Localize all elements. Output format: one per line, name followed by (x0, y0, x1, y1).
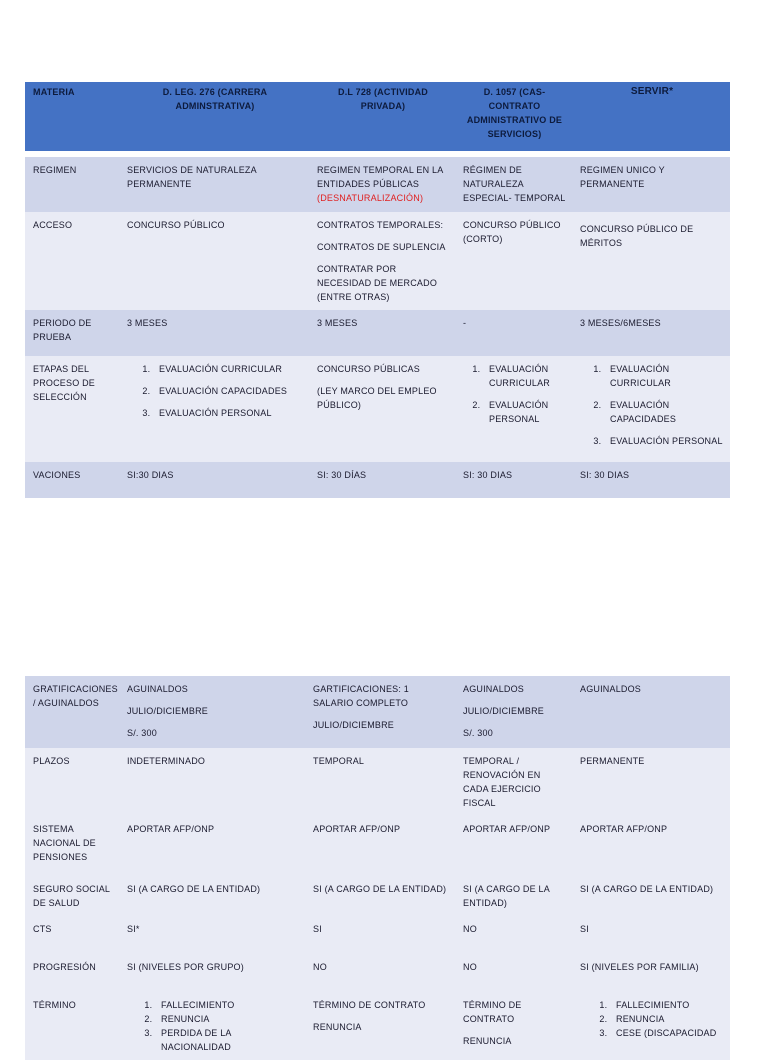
cell-line: RENUNCIA (463, 1036, 512, 1046)
cell: CONCURSO PÚBLICO DE MÉRITOS (572, 212, 730, 310)
cell (572, 992, 730, 1060)
cell-line: S/. 300 (463, 728, 493, 738)
header-servir: SERVIR* (572, 82, 730, 154)
cell: SI* (119, 916, 305, 954)
table-row-cts (25, 916, 730, 954)
cell (309, 356, 455, 462)
cell: SI (A CARGO DE LA ENTIDAD) (572, 876, 730, 916)
cell-line: AGUINALDOS (127, 684, 189, 694)
cell-line: CONTRATOS DE SUPLENCIA (317, 242, 446, 252)
cell-line: TÉRMINO DE CONTRATO (463, 1000, 522, 1024)
cell-line: CONTRATOS TEMPORALES: (317, 220, 444, 230)
cell: CONCURSO PÚBLICO (CORTO) (455, 212, 572, 310)
comparison-table-top (25, 82, 730, 498)
cell (572, 356, 730, 462)
list-item: 2. RENUNCIA (610, 1012, 724, 1026)
table-row-periodo (25, 310, 730, 356)
cell (305, 676, 455, 748)
row-label: SEGURO SOCIAL DE SALUD (25, 876, 119, 916)
cell-text: REGIMEN TEMPORAL EN LA ENTIDADES PÚBLICAS (317, 165, 443, 189)
list (469, 362, 566, 426)
row-label: PLAZOS (25, 748, 119, 816)
table-row-plazos (25, 748, 730, 816)
cell: REGIMEN UNICO Y PERMANENTE (572, 154, 730, 212)
table-row-gratificaciones (25, 676, 730, 748)
list-item: 2. EVALUACIÓN CAPACIDADES (153, 384, 303, 398)
cell-line: CONTRATAR POR NECESIDAD DE MERCADO (ENTRE OTRAS) (317, 264, 438, 302)
cell-line: JULIO/DICIEMBRE (463, 706, 545, 716)
table-row-acceso (25, 212, 730, 310)
cell: 3 MESES (309, 310, 455, 356)
table-row-progresion (25, 954, 730, 992)
cell: CONCURSO PÚBLICO (119, 212, 309, 310)
cell (119, 992, 305, 1060)
cell: NO (455, 916, 572, 954)
header-dl-728: D.L 728 (ACTIVIDAD PRIVADA) (309, 82, 455, 154)
list-item: 3. EVALUACIÓN PERSONAL (153, 406, 303, 420)
list (596, 998, 724, 1040)
list-item: 1. FALLECIMIENTO (155, 998, 299, 1012)
table-row-vaciones (25, 462, 730, 498)
cell: PERMANENTE (572, 748, 730, 816)
cell (309, 154, 455, 212)
list (139, 362, 303, 420)
table-header-row (25, 82, 730, 154)
row-label: ETAPAS DEL PROCESO DE SELECCIÓN (25, 356, 119, 462)
cell (119, 356, 309, 462)
cell: SI (NIVELES POR FAMILIA) (572, 954, 730, 992)
cell: SI: 30 DÍAS (309, 462, 455, 498)
cell: SI (NIVELES POR GRUPO) (119, 954, 305, 992)
list-item: 2. RENUNCIA (155, 1012, 299, 1026)
cell: SI: 30 DIAS (572, 462, 730, 498)
cell: INDETERMINADO (119, 748, 305, 816)
cell: 3 MESES (119, 310, 309, 356)
cell-line: TÉRMINO DE CONTRATO (313, 1000, 426, 1010)
cell: SI: 30 DIAS (455, 462, 572, 498)
cell-line: CONCURSO PÚBLICAS (317, 364, 420, 374)
cell-line: JULIO/DICIEMBRE (313, 720, 395, 730)
cell: SI (A CARGO DE LA ENTIDAD) (119, 876, 305, 916)
header-dleg-276: D. LEG. 276 (CARRERA ADMINSTRATIVA) (119, 82, 309, 154)
row-label: PERIODO DE PRUEBA (25, 310, 119, 356)
row-label: PROGRESIÓN (25, 954, 119, 992)
table-row-regimen (25, 154, 730, 212)
row-label: SISTEMA NACIONAL DE PENSIONES (25, 816, 119, 876)
list (141, 998, 299, 1054)
cell (455, 356, 572, 462)
table-row-pensiones (25, 816, 730, 876)
row-label: REGIMEN (25, 154, 119, 212)
cell (309, 212, 455, 310)
cell (119, 676, 305, 748)
cell: TEMPORAL (305, 748, 455, 816)
cell: SI:30 DIAS (119, 462, 309, 498)
list-item: 1. FALLECIMIENTO (610, 998, 724, 1012)
cell: TEMPORAL / RENOVACIÓN EN CADA EJERCICIO FISCAL (455, 748, 572, 816)
cell: APORTAR AFP/ONP (455, 816, 572, 876)
row-label: TÉRMINO (25, 992, 119, 1060)
cell-line: RENUNCIA (313, 1022, 362, 1032)
cell: SI (A CARGO DE LA ENTIDAD) (455, 876, 572, 916)
cell-line: GARTIFICACIONES: 1 SALARIO COMPLETO (313, 684, 409, 708)
cell (455, 992, 572, 1060)
cell-line: JULIO/DICIEMBRE (127, 706, 209, 716)
table-row-etapas (25, 356, 730, 462)
cell: 3 MESES/6MESES (572, 310, 730, 356)
cell: AGUINALDOS (572, 676, 730, 748)
cell: RÉGIMEN DE NATURALEZA ESPECIAL- TEMPORAL (455, 154, 572, 212)
cell: APORTAR AFP/ONP (305, 816, 455, 876)
list-item: 1. EVALUACIÓN CURRICULAR (483, 362, 566, 390)
cell: - (455, 310, 572, 356)
row-label: GRATIFICACIONES / AGUINALDOS (25, 676, 119, 748)
cell: SI (305, 916, 455, 954)
cell: SERVICIOS DE NATURALEZA PERMANENTE (119, 154, 309, 212)
list-item: 2. EVALUACIÓN PERSONAL (483, 398, 566, 426)
cell: SI (572, 916, 730, 954)
list-item: 3. CESE (DISCAPACIDAD (610, 1026, 724, 1040)
cell-text-red: (DESNATURALIZACIÓN) (317, 193, 424, 203)
cell (455, 676, 572, 748)
cell: NO (455, 954, 572, 992)
table-row-salud (25, 876, 730, 916)
cell (305, 992, 455, 1060)
cell-line: (LEY MARCO DEL EMPLEO PÚBLICO) (317, 386, 437, 410)
list (590, 362, 724, 448)
list-item: 3. EVALUACIÓN PERSONAL (604, 434, 724, 448)
list-item: 1. EVALUACIÓN CURRICULAR (604, 362, 724, 390)
cell: SI (A CARGO DE LA ENTIDAD) (305, 876, 455, 916)
cell-line: S/. 300 (127, 728, 157, 738)
table-row-termino (25, 992, 730, 1060)
cell: APORTAR AFP/ONP (119, 816, 305, 876)
cell: APORTAR AFP/ONP (572, 816, 730, 876)
header-materia: MATERIA (25, 82, 119, 154)
list-item: 3. PERDIDA DE LA NACIONALIDAD (155, 1026, 299, 1054)
cell: NO (305, 954, 455, 992)
row-label: VACIONES (25, 462, 119, 498)
header-d-1057: D. 1057 (CAS- CONTRATO ADMINISTRATIVO DE SERVICIOS) (455, 82, 572, 154)
list-item: 2. EVALUACIÓN CAPACIDADES (604, 398, 724, 426)
cell-line: AGUINALDOS (463, 684, 525, 694)
comparison-table-bottom (25, 676, 730, 1060)
list-item: 1. EVALUACIÓN CURRICULAR (153, 362, 303, 376)
row-label: ACCESO (25, 212, 119, 310)
row-label: CTS (25, 916, 119, 954)
